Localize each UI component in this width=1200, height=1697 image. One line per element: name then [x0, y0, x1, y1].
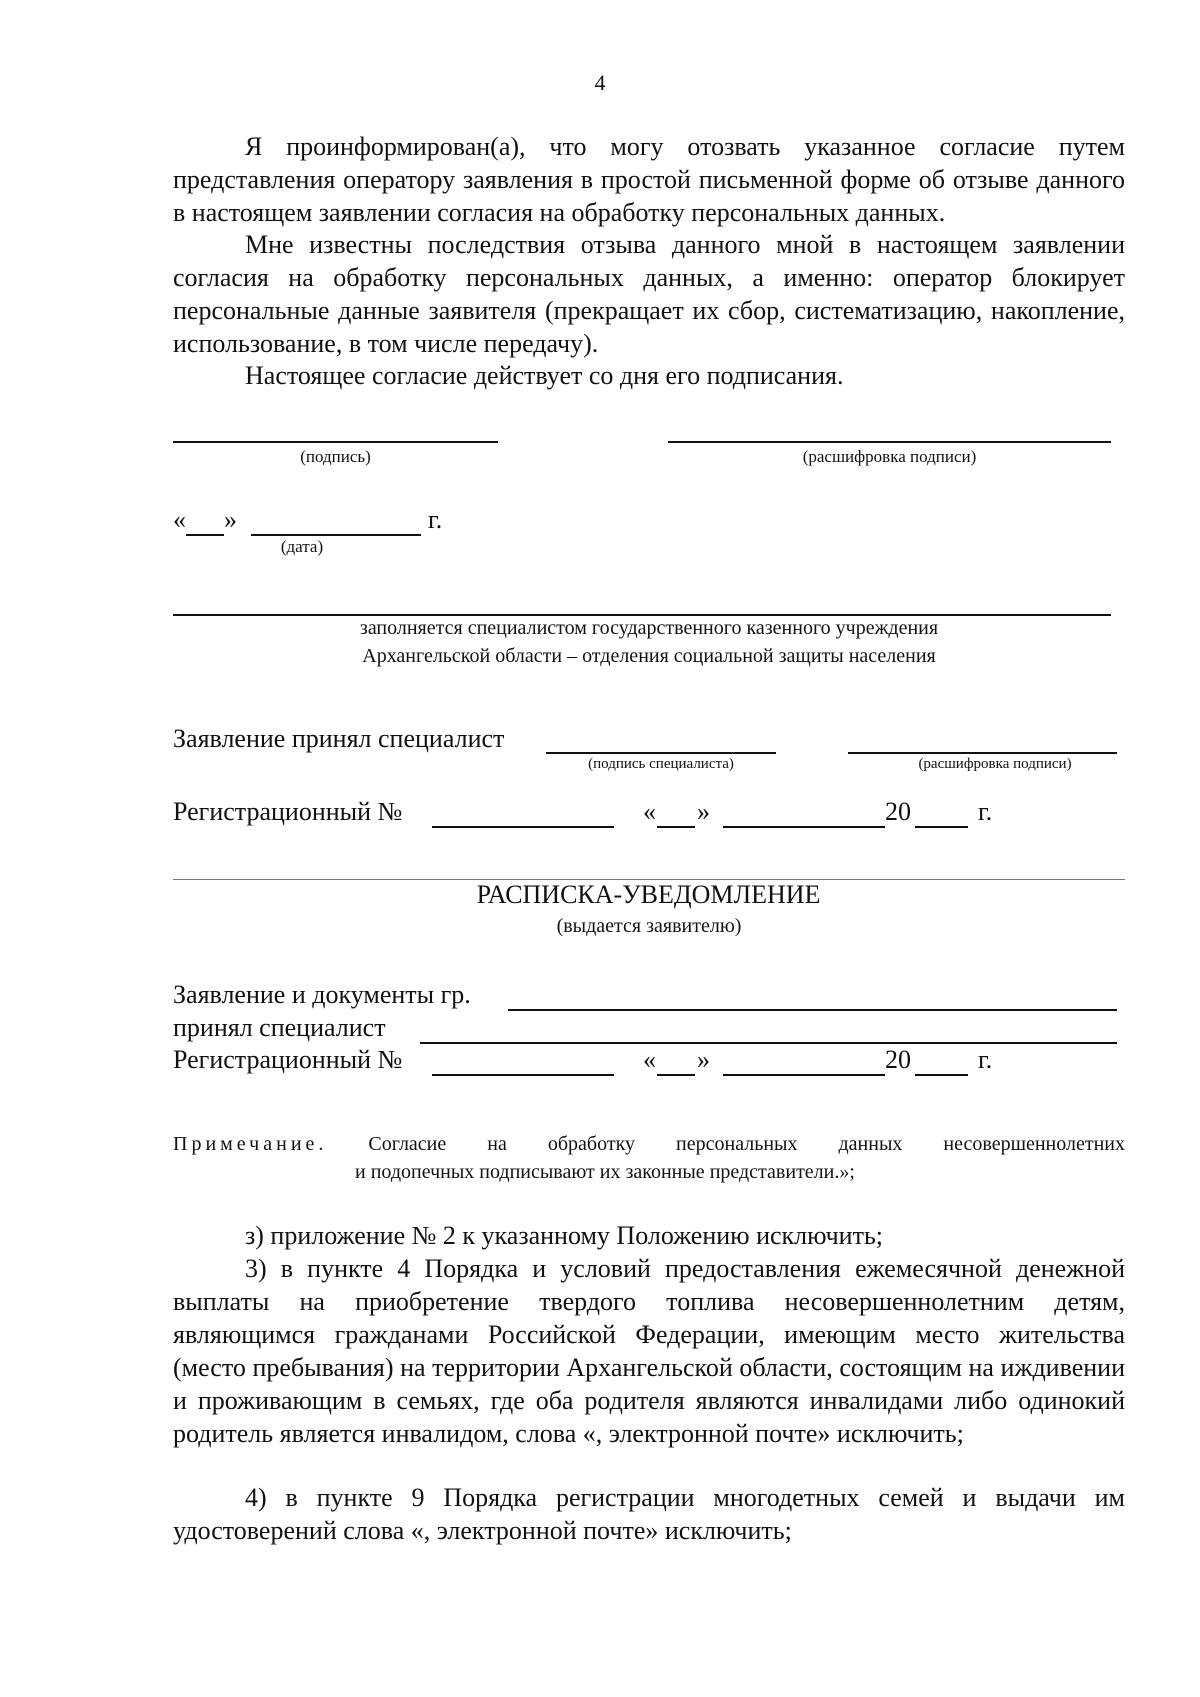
receipt-year-suffix: г.: [978, 1045, 993, 1074]
consent-paragraph: Настоящее согласие действует со дня его подписания.: [245, 361, 844, 390]
specialist-signature-caption: (подпись специалиста): [588, 756, 734, 772]
date-open-quote: «: [173, 505, 186, 534]
signature-decoding-caption: (расшифровка подписи): [802, 447, 977, 466]
receipt-month-line: [723, 1074, 885, 1076]
amendment-item: 4) в пункте 9 Порядка регистрации многодетных семей и выдачи им удостоверений слова «, электронной почте» исключить;: [173, 1483, 1125, 1545]
page-number: 4: [594, 70, 606, 95]
amendment-item: з) приложение № 2 к указанному Положению исключить;: [245, 1221, 884, 1250]
specialist-caption-line1: заполняется специалистом государственного казенного учреждения: [359, 617, 939, 639]
signature-caption: (подпись): [300, 447, 371, 466]
registration-year-prefix: 20: [885, 797, 911, 826]
consent-paragraph: Мне известны последствия отзыва данного мной в настоящем заявлении согласия на обработку персональных данных, а именно: оператор блокирует персональные данные заявителя (прекращает их сбор, систематизацию, накопление, использование, в том числе передачу).: [173, 230, 1125, 358]
registration-label: Регистрационный №: [173, 797, 403, 826]
receipt-registration-label: Регистрационный №: [173, 1045, 403, 1074]
receipt-title: РАСПИСКА-УВЕДОМЛЕНИЕ: [476, 880, 821, 909]
date-close-quote: »: [224, 505, 237, 534]
note-text-line2: и подопечных подписывают их законные представители.»;: [355, 1161, 855, 1183]
amendment-item: 3) в пункте 4 Порядка и условий предоставления ежемесячной денежной выплаты на приобретение твердого топлива несовершеннолетним детям, являющимся гражданами Российской Федерации, имеющим место жительства (место пребывания) на территории Архангельской области, состоящим на иждивении и проживающим в семьях, где оба родителя являются инвалидами либо одинокий родитель является инвалидом, слова «, электронной почте» исключить;: [173, 1254, 1125, 1448]
signature-decoding-line: [668, 441, 1111, 443]
receipt-open-quote: «: [643, 1045, 656, 1074]
registration-close-quote: »: [697, 797, 710, 826]
signature-line: [173, 441, 498, 443]
date-caption: (дата): [280, 537, 324, 556]
registration-number-line: [432, 826, 614, 828]
registration-open-quote: «: [643, 797, 656, 826]
receipt-documents-label: Заявление и документы гр.: [173, 980, 471, 1009]
note-text-line1: Согласие на обработку персональных данных несовершеннолетних: [368, 1133, 1125, 1155]
specialist-decoding-caption: (расшифровка подписи): [918, 756, 1072, 772]
receipt-year-line: [915, 1074, 968, 1076]
receipt-subtitle: (выдается заявителю): [556, 915, 742, 937]
specialist-signature-line: [546, 752, 776, 754]
receipt-year-prefix: 20: [885, 1045, 911, 1074]
date-month-line: [251, 534, 421, 536]
registration-month-line: [723, 826, 885, 828]
registration-year-suffix: г.: [978, 797, 993, 826]
specialist-decoding-line: [848, 752, 1117, 754]
receipt-citizen-line: [508, 1009, 1117, 1011]
receipt-close-quote: »: [697, 1045, 710, 1074]
registration-year-line: [915, 826, 968, 828]
date-day-line: [186, 534, 224, 536]
receipt-specialist-line: [420, 1042, 1117, 1044]
receipt-number-line: [432, 1074, 614, 1076]
receipt-day-line: [657, 1074, 695, 1076]
receipt-accepted-label: принял специалист: [173, 1013, 386, 1042]
note: [173, 1130, 1125, 1186]
registration-day-line: [657, 826, 695, 828]
section-divider-line: [173, 614, 1111, 616]
specialist-caption-line2: Архангельской области – отделения социальной защиты населения: [362, 645, 936, 667]
consent-paragraph: Я проинформирован(а), что могу отозвать указанное согласие путем представления оператору заявления в простой письменной форме об отзыве данного в настоящем заявлении согласия на обработку персональных данных.: [173, 132, 1125, 227]
date-year-suffix: г.: [428, 505, 443, 534]
note-label: Примечание.: [173, 1133, 328, 1155]
accepted-by-label: Заявление принял специалист: [173, 724, 505, 753]
